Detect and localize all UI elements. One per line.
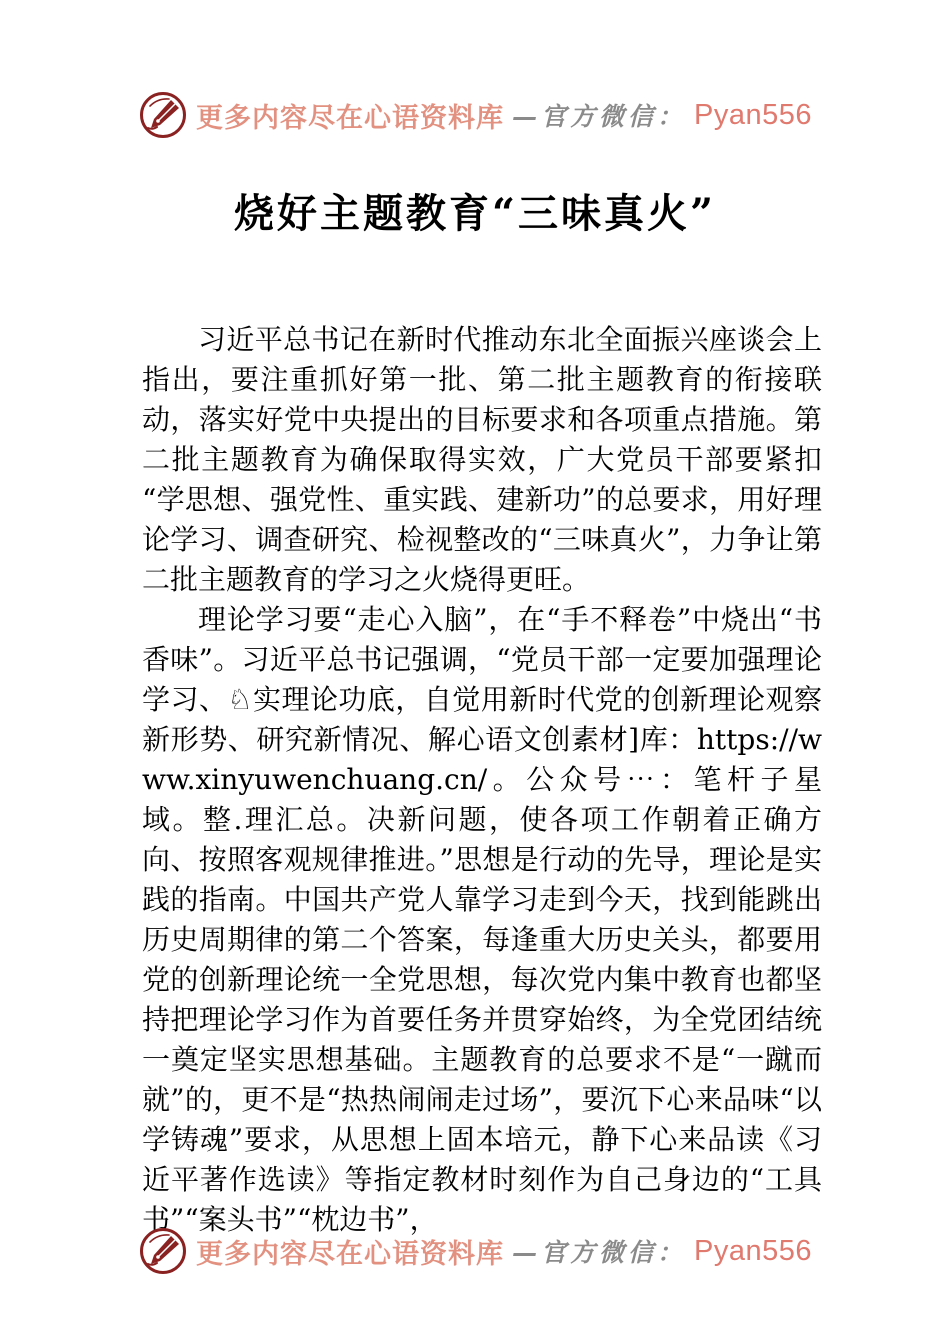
header-brand-text: 更多内容尽在心语资料库 xyxy=(195,102,504,134)
pen-circle-logo-icon xyxy=(138,90,188,140)
footer-wechat-label: —官方微信： xyxy=(511,1238,686,1267)
header-brand-line xyxy=(0,90,950,140)
article-title: 烧好主题教育“三味真火” xyxy=(233,190,716,237)
footer-brand-text: 更多内容尽在心语资料库 xyxy=(195,1238,504,1270)
footer-wechat-id: Pyan556 xyxy=(694,1234,812,1267)
paragraph-2: 理论学习要“走心入脑”，在“手不释卷”中烧出“书香味”。习近平总书记强调，“党员干部一定要加强理论学习、♘实理论功底，自觉用新时代党的创新理论观察新形势、研究新情况、解心语文创素材]库：https://www.xinyuwenchuang.cn/。公众号⋯：笔杆子星域。整.理汇总。决新问题，使各项工作朝着正确方向、按照客观规律推进。”思想是行动的先导，理论是实践的指南。中国共产党人靠学习走到今天，找到能跳出历史周期律的第二个答案，每逢重大历史关头，都要用党的创新理论统一全党思想，每次党内集中教育也都坚持把理论学习作为首要任务并贯穿始终，为全党团结统一奠定坚实思想基础。主题教育的总要求不是“一蹴而就”的，更不是“热热闹闹走过场”，要沉下心来品味“以学铸魂”要求，从思想上固本培元，静下心来品读《习近平著作选读》等指定教材时刻作为自己身边的“工具书”“案头书”“枕边书”， xyxy=(142,603,822,1236)
paragraph-1: 习近平总书记在新时代推动东北全面振兴座谈会上指出，要注重抓好第一批、第二批主题教育的衔接联动，落实好党中央提出的目标要求和各项重点措施。第二批主题教育为确保取得实效，广大党员干部要紧扣“学思想、强党性、重实践、建新功”的总要求，用好理论学习、调查研究、检视整改的“三味真火”，力争让第二批主题教育的学习之火烧得更旺。 xyxy=(142,323,822,596)
pen-circle-logo-icon xyxy=(138,1226,188,1276)
article-body xyxy=(142,320,822,1240)
header-wechat-id: Pyan556 xyxy=(694,98,812,131)
header-wechat-label: —官方微信： xyxy=(511,102,686,131)
footer-brand-line xyxy=(0,1226,950,1276)
